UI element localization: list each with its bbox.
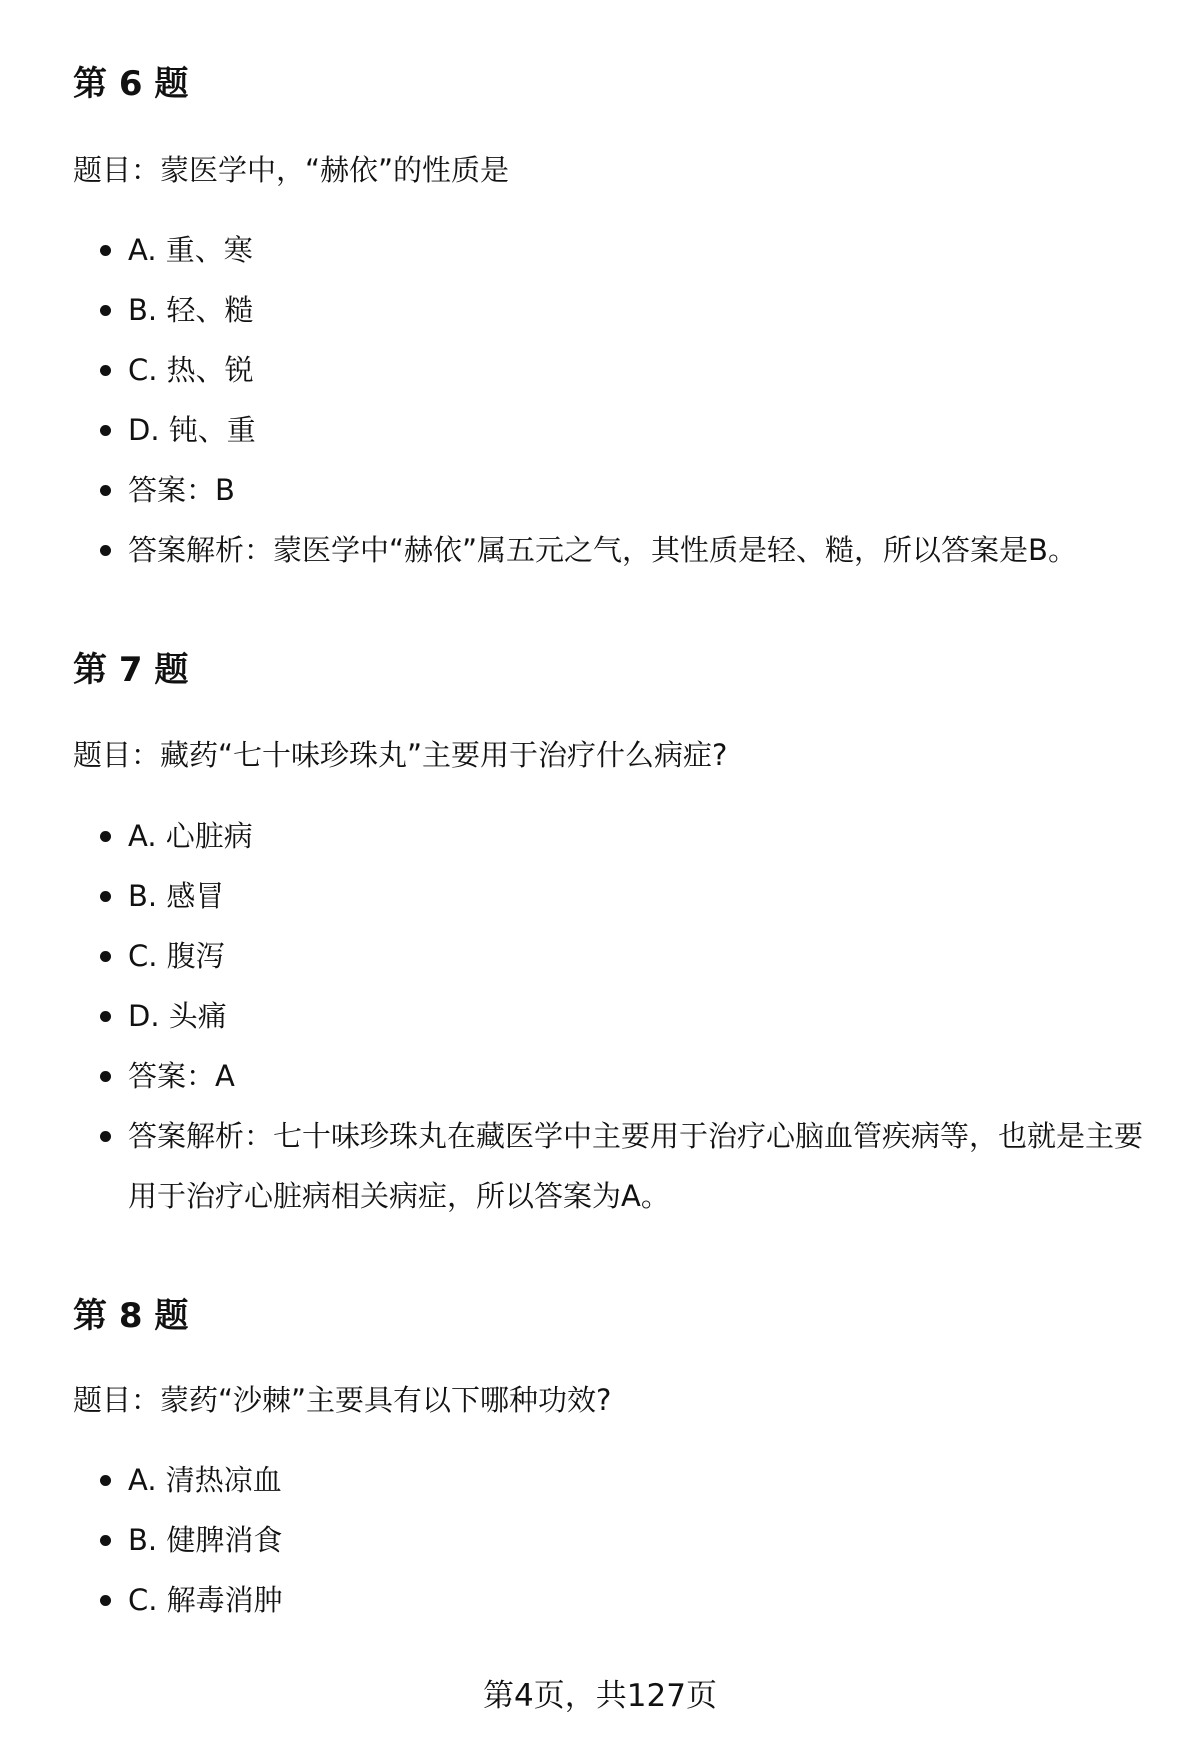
bullet-icon: [100, 831, 111, 842]
question-8-text: 题目：蒙药“沙棘”主要具有以下哪种功效?: [73, 1383, 612, 1417]
analysis-item: 答案解析：蒙医学中“赫依”属五元之气，其性质是轻、糙，所以答案是B。: [73, 520, 1153, 580]
option-item: D. 钝、重: [73, 400, 1153, 460]
bullet-icon: [100, 245, 111, 256]
option-item: A. 心脏病: [73, 806, 1153, 866]
bullet-icon: [100, 1475, 111, 1486]
bullet-icon: [100, 891, 111, 902]
question-7-heading: 第 7 题: [73, 650, 189, 690]
answer-item: 答案：A: [73, 1046, 1153, 1106]
bullet-icon: [100, 1071, 111, 1082]
bullet-icon: [100, 1595, 111, 1606]
bullet-icon: [100, 485, 111, 496]
bullet-icon: [100, 545, 111, 556]
option-item: C. 解毒消肿: [73, 1570, 1153, 1630]
option-item: B. 轻、糙: [73, 280, 1153, 340]
question-7-options: [73, 806, 1153, 1226]
option-item: A. 清热凉血: [73, 1450, 1153, 1510]
option-item: C. 腹泻: [73, 926, 1153, 986]
bullet-icon: [100, 1131, 111, 1142]
question-8-heading: 第 8 题: [73, 1296, 189, 1336]
question-6-heading: 第 6 题: [73, 64, 189, 104]
question-8-options: [73, 1450, 1153, 1630]
question-6-text: 题目：蒙医学中，“赫依”的性质是: [73, 153, 510, 187]
option-item: B. 感冒: [73, 866, 1153, 926]
bullet-icon: [100, 305, 111, 316]
answer-item: 答案：B: [73, 460, 1153, 520]
bullet-icon: [100, 1011, 111, 1022]
option-item: A. 重、寒: [73, 220, 1153, 280]
analysis-item: 答案解析：七十味珍珠丸在藏医学中主要用于治疗心脑血管疾病等，也就是主要用于治疗心脏病相关病症，所以答案为A。: [73, 1106, 1153, 1226]
question-7-text: 题目：藏药“七十味珍珠丸”主要用于治疗什么病症?: [73, 738, 728, 772]
bullet-icon: [100, 365, 111, 376]
option-item: C. 热、锐: [73, 340, 1153, 400]
bullet-icon: [100, 951, 111, 962]
page-footer: 第4页，共127页: [483, 1678, 717, 1714]
question-6-options: [73, 220, 1153, 580]
option-item: D. 头痛: [73, 986, 1153, 1046]
bullet-icon: [100, 425, 111, 436]
option-item: B. 健脾消食: [73, 1510, 1153, 1570]
bullet-icon: [100, 1535, 111, 1546]
